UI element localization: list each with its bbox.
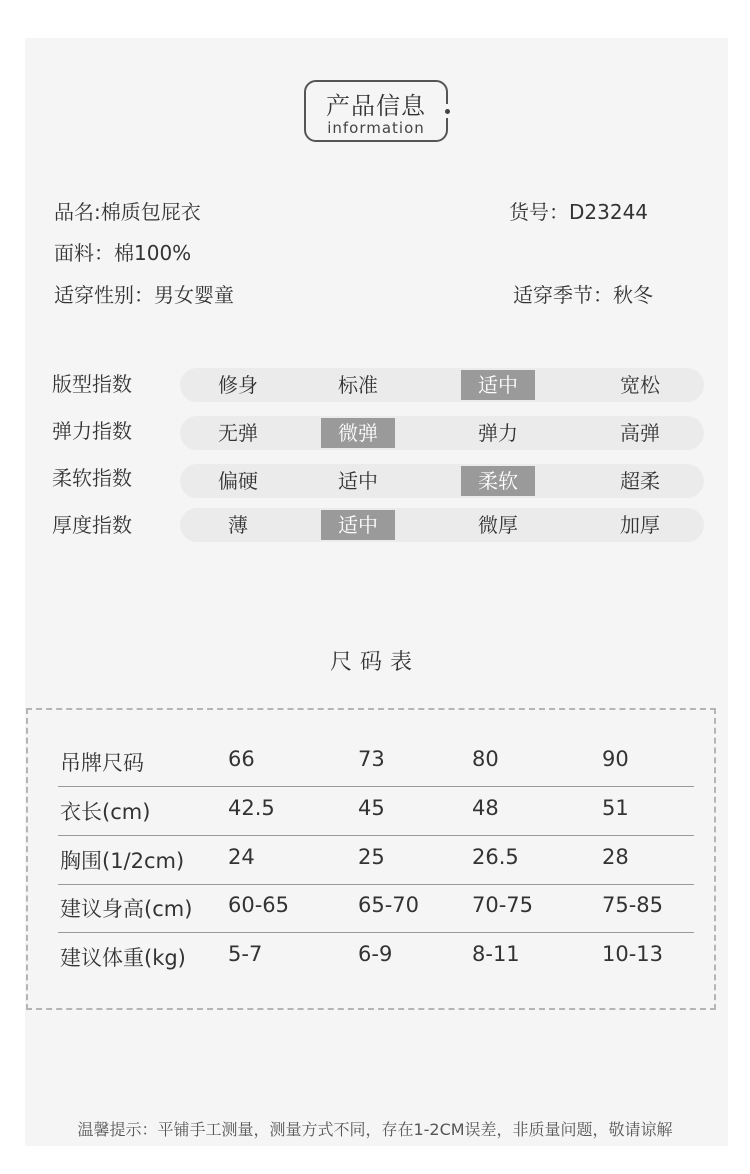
index-option: 修身 (218, 373, 258, 397)
index-option: 宽松 (620, 373, 660, 397)
table-cell: 26.5 (472, 845, 519, 869)
table-cell: 65-70 (358, 893, 420, 917)
row-header: 建议体重(kg) (60, 946, 186, 970)
table-cell: 42.5 (228, 796, 275, 820)
table-cell: 66 (228, 747, 255, 771)
index-track (180, 464, 704, 498)
index-label: 厚度指数 (52, 513, 132, 537)
index-option: 标准 (338, 373, 378, 397)
page-subtitle: information (327, 119, 425, 137)
table-cell: 60-65 (228, 893, 290, 917)
index-option: 适中 (338, 469, 378, 493)
table-cell: 8-11 (472, 942, 520, 966)
index-option: 薄 (228, 513, 248, 537)
index-label: 柔软指数 (52, 466, 132, 490)
row-header: 建议身高(cm) (60, 897, 193, 921)
index-option: 微厚 (478, 513, 518, 537)
index-option: 高弹 (620, 421, 660, 445)
table-row (58, 835, 694, 885)
table-cell: 70-75 (472, 893, 534, 917)
index-option: 弹力 (478, 421, 518, 445)
index-track (180, 508, 704, 542)
index-option: 超柔 (620, 469, 660, 493)
table-cell: 48 (472, 796, 499, 820)
table-cell: 24 (228, 845, 255, 869)
table-row (58, 932, 694, 981)
fabric-material: 面料：棉100% (54, 241, 192, 265)
index-option-selected: 适中 (461, 370, 535, 400)
table-cell: 10-13 (602, 942, 664, 966)
row-header: 吊牌尺码 (60, 751, 144, 775)
size-table-title: 尺码表 (329, 650, 420, 675)
index-option: 加厚 (620, 513, 660, 537)
table-row (58, 883, 694, 933)
suitable-gender: 适穿性别：男女婴童 (54, 283, 234, 307)
table-cell: 6-9 (358, 942, 393, 966)
suitable-season: 适穿季节：秋冬 (513, 283, 653, 307)
row-header: 衣长(cm) (60, 800, 151, 824)
row-header: 胸围(1/2cm) (60, 849, 185, 873)
item-number: 货号：D23244 (509, 200, 649, 224)
index-label: 弹力指数 (52, 419, 132, 443)
table-cell: 45 (358, 796, 385, 820)
index-option: 偏硬 (218, 469, 258, 493)
index-track (180, 368, 704, 402)
footer-note: 温馨提示：平铺手工测量，测量方式不同，存在1-2CM误差，非质量问题，敬请谅解 (77, 1120, 673, 1139)
table-cell: 25 (358, 845, 385, 869)
index-option-selected: 柔软 (461, 466, 535, 496)
table-cell: 5-7 (228, 942, 263, 966)
table-cell: 75-85 (602, 893, 664, 917)
table-cell: 90 (602, 747, 629, 771)
table-cell: 73 (358, 747, 385, 771)
index-option-selected: 适中 (321, 510, 395, 540)
page-title: 产品信息 (326, 92, 426, 120)
product-name: 品名:棉质包屁衣 (54, 200, 201, 224)
table-cell: 28 (602, 845, 629, 869)
index-option-selected: 微弹 (321, 418, 395, 448)
table-cell: 80 (472, 747, 499, 771)
index-option: 无弹 (218, 421, 258, 445)
index-label: 版型指数 (52, 372, 132, 396)
table-cell: 51 (602, 796, 629, 820)
table-row (58, 786, 694, 836)
index-track (180, 416, 704, 450)
table-row (58, 737, 694, 787)
